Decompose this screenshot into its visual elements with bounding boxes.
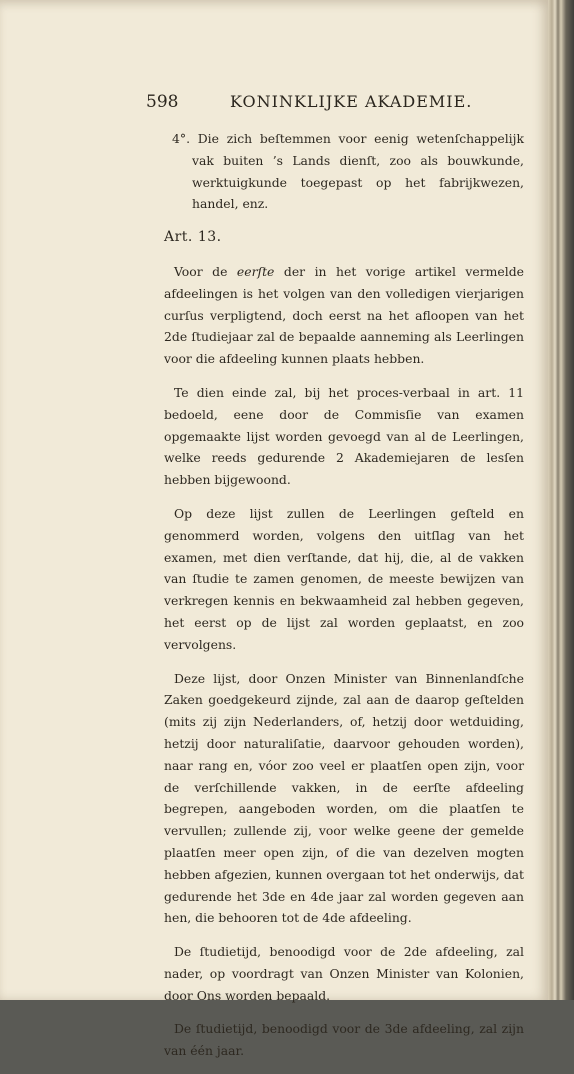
article-heading: Art. 13. bbox=[164, 229, 222, 246]
page-header bbox=[146, 90, 491, 116]
paragraph-3: Op deze lijst zullen de Leerlingen geſteld en genommerd worden, volgens den uitſlag van het examen, met dien verſtande, dat hij, die, al de vakken van ſtudie te zamen genomen, de meeste bewijzen van verkregen kennis en bekwaamheid zal hebben gegeven, het eerst op de lijst zal worden geplaatst, en zoo vervolgens. bbox=[164, 505, 524, 652]
book-edge bbox=[548, 0, 574, 1000]
paragraph-1-rest: der in het vorige artikel vermelde afdeelingen is het volgen van den volledigen vierjarigen curſus verpligtend, doch eerst na het afloopen van het 2de ſtudiejaar zal de bepaalde aanneming als Leerlingen voor die afdeeling kunnen plaats hebben. bbox=[164, 263, 524, 367]
paragraph-1-emphasis: eerſte bbox=[236, 263, 275, 279]
running-title: KONINKLIJKE AKADEMIE. bbox=[230, 92, 473, 111]
page-body bbox=[164, 128, 524, 1074]
paragraph-1 bbox=[164, 261, 524, 370]
paragraph-1-start: Voor de bbox=[174, 263, 237, 279]
page-number: 598 bbox=[146, 92, 179, 112]
paragraph-2: Te dien einde zal, bij het proces-verbaal in art. 11 bedoeld, eene door de Commisſie van examen opgemaakte lijst worden gevoegd van al de Leerlingen, welke reeds gedurende 2 Akademiejaren de lesſen hebben bijgewoond. bbox=[164, 384, 524, 488]
paragraph-4: Deze lijst, door Onzen Minister van Binnenlandſche Zaken goedgekeurd zijnde, zal aan de daarop geſtelden (mits zij zijn Nederlanders, of, hetzij door wetduiding, hetzij door naturaliſatie, daarvoor gehouden worden), naar rang en, vóor zoo veel er plaatſen open zijn, voor de verſchillende vakken, in de eerſte afdeeling begrepen, aangeboden worden, om die plaatſen te vervullen; zullende zij, voor welke geene der gemelde plaatſen meer open zijn, of die van dezelven mogten hebben afgezien, kunnen overgaan tot het onderwijs, dat gedurende het 3de en 4de jaar zal worden gegeven aan hen, die behooren tot de 4de afdeeling. bbox=[164, 670, 524, 926]
list-item-4: 4°. Die zich beſtemmen voor eenig wetenſchappelijk vak buiten ’s Lands dienſt, zoo als bouwkunde, werktuigkunde toegepast op het fabrijkwezen, handel, enz. bbox=[172, 131, 524, 212]
paragraph-6: De ſtudietijd, benoodigd voor de 3de afdeeling, zal zijn van één jaar. bbox=[164, 1021, 524, 1059]
paragraph-5: De ſtudietijd, benoodigd voor de 2de afdeeling, zal nader, op voordragt van Onzen Minister van Kolonien, door Ons worden bepaald. bbox=[164, 944, 524, 1003]
